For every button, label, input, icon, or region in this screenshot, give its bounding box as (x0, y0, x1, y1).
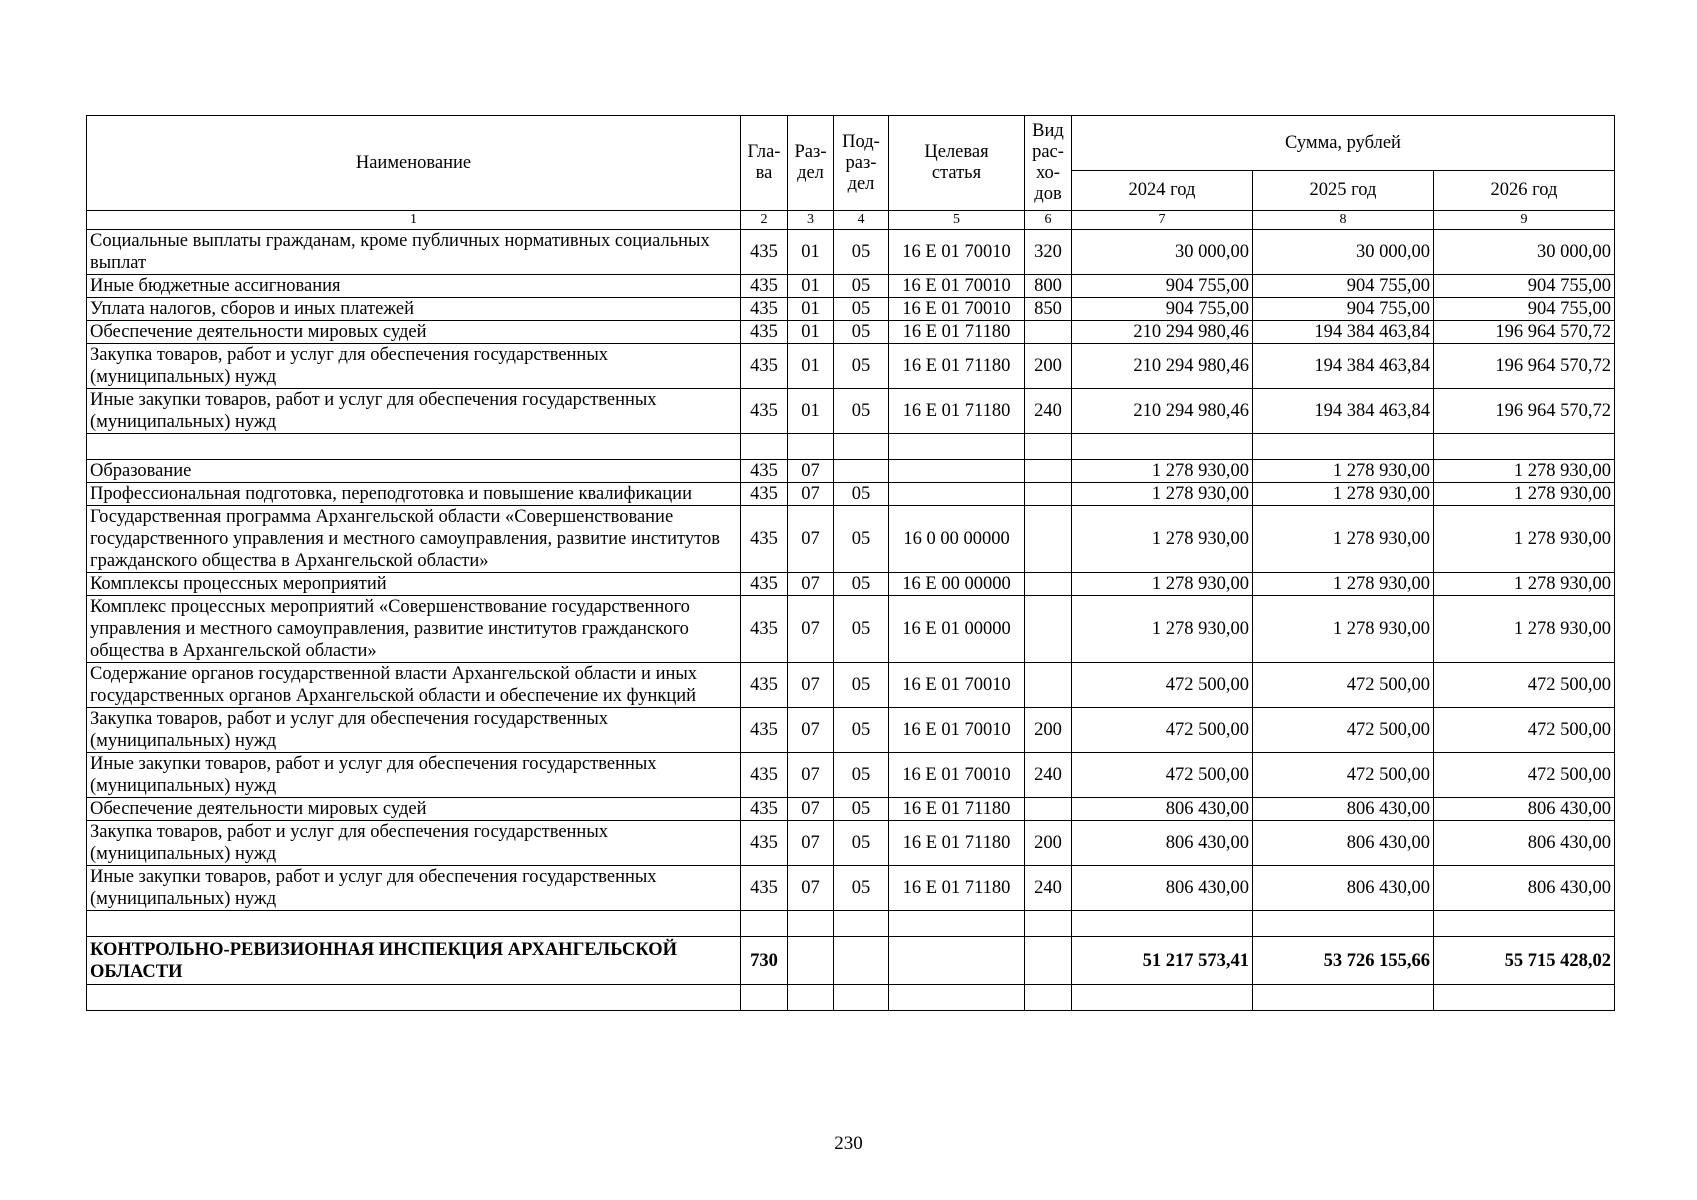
table-row (87, 798, 1615, 821)
column-number: 8 (1253, 211, 1434, 230)
row-sum-2026: 196 964 570,72 (1434, 389, 1615, 434)
row-podrazdel: 05 (834, 483, 889, 506)
row-razdel (788, 434, 834, 460)
row-sum-2026: 472 500,00 (1434, 708, 1615, 753)
row-sum-2025: 30 000,00 (1253, 230, 1434, 275)
row-name: Иные бюджетные ассигнования (87, 275, 741, 298)
row-sum-2025: 806 430,00 (1253, 866, 1434, 911)
row-sum-2026: 55 715 428,02 (1434, 937, 1615, 985)
row-glava: 435 (741, 506, 788, 573)
row-sum-2024 (1072, 985, 1253, 1011)
header-name: Наименование (87, 116, 741, 211)
row-vid-rashodov (1025, 911, 1072, 937)
budget-table (86, 115, 1615, 1011)
table-row (87, 663, 1615, 708)
row-sum-2024: 30 000,00 (1072, 230, 1253, 275)
row-celevaya-statya (889, 460, 1025, 483)
page-number: 230 (834, 1133, 863, 1154)
row-sum-2024: 472 500,00 (1072, 753, 1253, 798)
row-sum-2024: 210 294 980,46 (1072, 321, 1253, 344)
row-sum-2025: 1 278 930,00 (1253, 483, 1434, 506)
table-row (87, 321, 1615, 344)
table-row (87, 753, 1615, 798)
empty-row (87, 911, 1615, 937)
row-glava: 435 (741, 275, 788, 298)
row-vid-rashodov: 850 (1025, 298, 1072, 321)
row-razdel (788, 911, 834, 937)
column-number: 7 (1072, 211, 1253, 230)
table-row (87, 866, 1615, 911)
row-celevaya-statya: 16 Е 01 71180 (889, 344, 1025, 389)
row-sum-2025: 472 500,00 (1253, 708, 1434, 753)
row-razdel: 07 (788, 506, 834, 573)
row-sum-2024: 1 278 930,00 (1072, 460, 1253, 483)
row-vid-rashodov (1025, 596, 1072, 663)
row-podrazdel: 05 (834, 275, 889, 298)
row-celevaya-statya (889, 911, 1025, 937)
row-sum-2025: 904 755,00 (1253, 298, 1434, 321)
row-sum-2026: 472 500,00 (1434, 663, 1615, 708)
row-glava (741, 434, 788, 460)
row-name: Обеспечение деятельности мировых судей (87, 798, 741, 821)
row-name (87, 985, 741, 1011)
row-sum-2024: 904 755,00 (1072, 275, 1253, 298)
table-body (87, 230, 1615, 1011)
row-razdel: 07 (788, 573, 834, 596)
row-vid-rashodov (1025, 798, 1072, 821)
row-vid-rashodov (1025, 483, 1072, 506)
header-year-2026: 2026 год (1434, 171, 1615, 211)
table-header (87, 116, 1615, 230)
row-sum-2024: 1 278 930,00 (1072, 573, 1253, 596)
table-row (87, 596, 1615, 663)
row-sum-2026: 904 755,00 (1434, 275, 1615, 298)
row-sum-2026: 1 278 930,00 (1434, 483, 1615, 506)
row-sum-2025: 806 430,00 (1253, 798, 1434, 821)
row-podrazdel (834, 911, 889, 937)
row-glava: 435 (741, 460, 788, 483)
row-sum-2026: 30 000,00 (1434, 230, 1615, 275)
row-razdel: 01 (788, 344, 834, 389)
header-glava: Гла- ва (741, 116, 788, 211)
row-name: Иные закупки товаров, работ и услуг для обеспечения государственных (муниципальных) нужд (87, 866, 741, 911)
column-number-row (87, 211, 1615, 230)
row-vid-rashodov: 200 (1025, 344, 1072, 389)
row-celevaya-statya: 16 Е 01 70010 (889, 708, 1025, 753)
table-row (87, 573, 1615, 596)
row-vid-rashodov (1025, 460, 1072, 483)
row-glava: 730 (741, 937, 788, 985)
row-celevaya-statya: 16 Е 01 71180 (889, 866, 1025, 911)
row-sum-2026: 806 430,00 (1434, 866, 1615, 911)
row-vid-rashodov (1025, 434, 1072, 460)
header-year-2025: 2025 год (1253, 171, 1434, 211)
row-razdel: 07 (788, 596, 834, 663)
row-celevaya-statya: 16 Е 01 70010 (889, 753, 1025, 798)
row-razdel: 01 (788, 275, 834, 298)
table-row (87, 506, 1615, 573)
row-sum-2024: 806 430,00 (1072, 821, 1253, 866)
row-sum-2025 (1253, 985, 1434, 1011)
row-name: Государственная программа Архангельской области «Совершенствование государственного управления и местного самоуправления, развитие институтов гражданского общества в Архангельской области» (87, 506, 741, 573)
table-row (87, 821, 1615, 866)
row-glava: 435 (741, 321, 788, 344)
row-glava: 435 (741, 753, 788, 798)
row-glava: 435 (741, 596, 788, 663)
row-podrazdel: 05 (834, 663, 889, 708)
row-vid-rashodov: 200 (1025, 708, 1072, 753)
row-razdel: 07 (788, 663, 834, 708)
row-sum-2026: 806 430,00 (1434, 821, 1615, 866)
row-glava (741, 911, 788, 937)
row-name: Закупка товаров, работ и услуг для обеспечения государственных (муниципальных) нужд (87, 821, 741, 866)
row-glava: 435 (741, 866, 788, 911)
row-glava: 435 (741, 573, 788, 596)
row-razdel (788, 985, 834, 1011)
row-celevaya-statya (889, 985, 1025, 1011)
table-row (87, 298, 1615, 321)
row-sum-2025: 472 500,00 (1253, 753, 1434, 798)
row-glava: 435 (741, 798, 788, 821)
row-vid-rashodov (1025, 321, 1072, 344)
row-sum-2024: 472 500,00 (1072, 708, 1253, 753)
row-sum-2024 (1072, 911, 1253, 937)
table-row (87, 389, 1615, 434)
row-podrazdel (834, 985, 889, 1011)
row-podrazdel: 05 (834, 389, 889, 434)
row-sum-2025: 194 384 463,84 (1253, 344, 1434, 389)
row-glava: 435 (741, 821, 788, 866)
row-celevaya-statya (889, 434, 1025, 460)
row-razdel: 01 (788, 230, 834, 275)
row-razdel: 01 (788, 321, 834, 344)
row-podrazdel: 05 (834, 798, 889, 821)
row-glava (741, 985, 788, 1011)
row-razdel: 07 (788, 866, 834, 911)
table-row (87, 230, 1615, 275)
row-sum-2025 (1253, 434, 1434, 460)
row-sum-2026: 904 755,00 (1434, 298, 1615, 321)
empty-row (87, 434, 1615, 460)
column-number: 3 (788, 211, 834, 230)
row-razdel: 07 (788, 753, 834, 798)
row-sum-2026: 472 500,00 (1434, 753, 1615, 798)
header-celevaya-statya: Целевая статья (889, 116, 1025, 211)
column-number: 6 (1025, 211, 1072, 230)
row-podrazdel: 05 (834, 821, 889, 866)
row-vid-rashodov (1025, 506, 1072, 573)
table-row (87, 275, 1615, 298)
row-name: Обеспечение деятельности мировых судей (87, 321, 741, 344)
column-number: 2 (741, 211, 788, 230)
row-podrazdel: 05 (834, 506, 889, 573)
row-celevaya-statya: 16 Е 01 70010 (889, 230, 1025, 275)
row-glava: 435 (741, 483, 788, 506)
row-sum-2024: 210 294 980,46 (1072, 389, 1253, 434)
row-sum-2025: 194 384 463,84 (1253, 389, 1434, 434)
row-vid-rashodov: 320 (1025, 230, 1072, 275)
row-sum-2024: 1 278 930,00 (1072, 483, 1253, 506)
row-vid-rashodov: 200 (1025, 821, 1072, 866)
row-razdel: 07 (788, 483, 834, 506)
row-name: Образование (87, 460, 741, 483)
row-sum-2025: 904 755,00 (1253, 275, 1434, 298)
row-name: Закупка товаров, работ и услуг для обеспечения государственных (муниципальных) нужд (87, 708, 741, 753)
table-row (87, 460, 1615, 483)
row-sum-2026 (1434, 911, 1615, 937)
table-row (87, 483, 1615, 506)
row-sum-2025: 1 278 930,00 (1253, 596, 1434, 663)
row-sum-2024: 51 217 573,41 (1072, 937, 1253, 985)
row-celevaya-statya: 16 Е 00 00000 (889, 573, 1025, 596)
row-podrazdel (834, 937, 889, 985)
row-podrazdel: 05 (834, 230, 889, 275)
row-glava: 435 (741, 298, 788, 321)
column-number: 5 (889, 211, 1025, 230)
header-summa: Сумма, рублей (1072, 116, 1615, 171)
row-celevaya-statya: 16 Е 01 70010 (889, 663, 1025, 708)
row-sum-2024: 1 278 930,00 (1072, 596, 1253, 663)
row-name: Социальные выплаты гражданам, кроме публичных нормативных социальных выплат (87, 230, 741, 275)
row-vid-rashodov (1025, 985, 1072, 1011)
row-sum-2024: 1 278 930,00 (1072, 506, 1253, 573)
row-sum-2024: 904 755,00 (1072, 298, 1253, 321)
row-name: Иные закупки товаров, работ и услуг для обеспечения государственных (муниципальных) нужд (87, 753, 741, 798)
row-podrazdel (834, 460, 889, 483)
column-number: 1 (87, 211, 741, 230)
row-name (87, 434, 741, 460)
row-podrazdel: 05 (834, 753, 889, 798)
row-sum-2025: 194 384 463,84 (1253, 321, 1434, 344)
row-celevaya-statya: 16 0 00 00000 (889, 506, 1025, 573)
empty-row (87, 985, 1615, 1011)
row-podrazdel: 05 (834, 321, 889, 344)
row-name: Комплексы процессных мероприятий (87, 573, 741, 596)
row-sum-2026: 1 278 930,00 (1434, 460, 1615, 483)
row-sum-2025: 472 500,00 (1253, 663, 1434, 708)
row-celevaya-statya: 16 Е 01 71180 (889, 798, 1025, 821)
row-glava: 435 (741, 230, 788, 275)
row-sum-2026: 806 430,00 (1434, 798, 1615, 821)
row-glava: 435 (741, 663, 788, 708)
row-sum-2025 (1253, 911, 1434, 937)
row-sum-2026: 1 278 930,00 (1434, 506, 1615, 573)
header-podrazdel: Под- раз- дел (834, 116, 889, 211)
row-vid-rashodov (1025, 663, 1072, 708)
row-sum-2025: 53 726 155,66 (1253, 937, 1434, 985)
row-sum-2026: 1 278 930,00 (1434, 573, 1615, 596)
row-razdel: 01 (788, 389, 834, 434)
row-celevaya-statya: 16 Е 01 00000 (889, 596, 1025, 663)
table-row (87, 708, 1615, 753)
column-number: 9 (1434, 211, 1615, 230)
row-vid-rashodov: 800 (1025, 275, 1072, 298)
row-razdel: 07 (788, 708, 834, 753)
row-name: КОНТРОЛЬНО-РЕВИЗИОННАЯ ИНСПЕКЦИЯ АРХАНГЕЛЬСКОЙ ОБЛАСТИ (87, 937, 741, 985)
row-sum-2026 (1434, 434, 1615, 460)
row-vid-rashodov: 240 (1025, 389, 1072, 434)
row-razdel: 07 (788, 460, 834, 483)
row-name: Уплата налогов, сборов и иных платежей (87, 298, 741, 321)
row-name: Закупка товаров, работ и услуг для обеспечения государственных (муниципальных) нужд (87, 344, 741, 389)
row-sum-2024: 210 294 980,46 (1072, 344, 1253, 389)
row-razdel (788, 937, 834, 985)
row-name: Содержание органов государственной власти Архангельской области и иных государственных органов Архангельской области и обеспечение их функций (87, 663, 741, 708)
row-podrazdel: 05 (834, 344, 889, 389)
row-sum-2026: 1 278 930,00 (1434, 596, 1615, 663)
row-celevaya-statya: 16 Е 01 71180 (889, 389, 1025, 434)
row-podrazdel: 05 (834, 708, 889, 753)
row-vid-rashodov (1025, 937, 1072, 985)
row-celevaya-statya: 16 Е 01 71180 (889, 821, 1025, 866)
row-sum-2026: 196 964 570,72 (1434, 344, 1615, 389)
row-celevaya-statya: 16 Е 01 70010 (889, 275, 1025, 298)
header-razdel: Раз- дел (788, 116, 834, 211)
row-sum-2024: 472 500,00 (1072, 663, 1253, 708)
row-podrazdel: 05 (834, 298, 889, 321)
row-sum-2024: 806 430,00 (1072, 866, 1253, 911)
row-sum-2025: 806 430,00 (1253, 821, 1434, 866)
column-number: 4 (834, 211, 889, 230)
header-vid-rashodov: Вид рас- хо- дов (1025, 116, 1072, 211)
table-row (87, 937, 1615, 985)
row-celevaya-statya (889, 483, 1025, 506)
row-glava: 435 (741, 344, 788, 389)
row-sum-2026 (1434, 985, 1615, 1011)
row-vid-rashodov: 240 (1025, 753, 1072, 798)
row-name: Комплекс процессных мероприятий «Совершенствование государственного управления и местного самоуправления, развитие институтов гражданского общества в Архангельской области» (87, 596, 741, 663)
row-podrazdel: 05 (834, 596, 889, 663)
row-vid-rashodov: 240 (1025, 866, 1072, 911)
row-name (87, 911, 741, 937)
row-name: Профессиональная подготовка, переподготовка и повышение квалификации (87, 483, 741, 506)
row-celevaya-statya (889, 937, 1025, 985)
row-podrazdel: 05 (834, 573, 889, 596)
row-sum-2025: 1 278 930,00 (1253, 460, 1434, 483)
row-vid-rashodov (1025, 573, 1072, 596)
row-celevaya-statya: 16 Е 01 70010 (889, 298, 1025, 321)
row-razdel: 01 (788, 298, 834, 321)
row-razdel: 07 (788, 798, 834, 821)
row-glava: 435 (741, 708, 788, 753)
row-sum-2026: 196 964 570,72 (1434, 321, 1615, 344)
row-sum-2024: 806 430,00 (1072, 798, 1253, 821)
row-sum-2025: 1 278 930,00 (1253, 506, 1434, 573)
row-celevaya-statya: 16 Е 01 71180 (889, 321, 1025, 344)
header-year-2024: 2024 год (1072, 171, 1253, 211)
row-glava: 435 (741, 389, 788, 434)
row-podrazdel (834, 434, 889, 460)
table-row (87, 344, 1615, 389)
row-podrazdel: 05 (834, 866, 889, 911)
row-sum-2024 (1072, 434, 1253, 460)
row-name: Иные закупки товаров, работ и услуг для обеспечения государственных (муниципальных) нужд (87, 389, 741, 434)
row-razdel: 07 (788, 821, 834, 866)
row-sum-2025: 1 278 930,00 (1253, 573, 1434, 596)
